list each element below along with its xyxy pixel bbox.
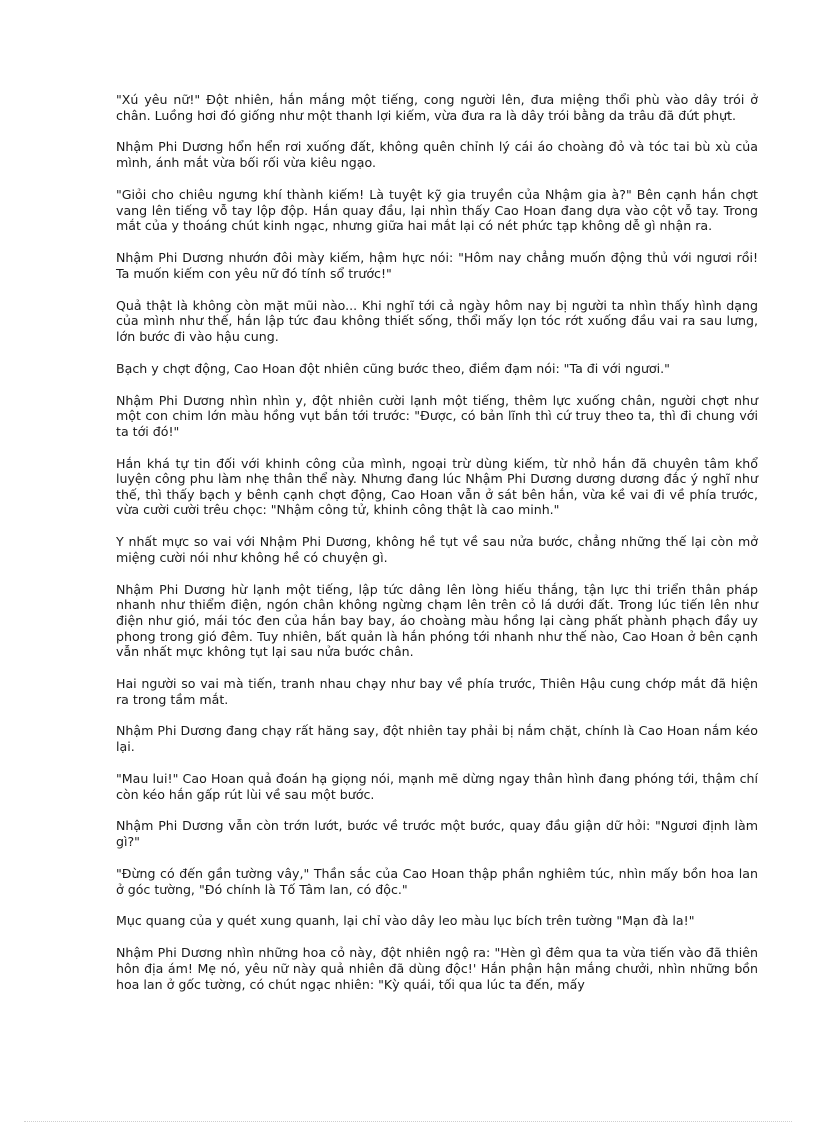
paragraph: Nhậm Phi Dương nhướn đôi mày kiếm, hậm hực nói: "Hôm nay chẳng muốn động thủ với ngươi rồi! Ta muốn kiếm con yêu nữ đó tính sổ trước!" (116, 250, 758, 281)
paragraph: "Xú yêu nữ!" Đột nhiên, hắn mắng một tiếng, cong người lên, đưa miệng thổi phù vào dây trói ở chân. Luồng hơi đó giống như một thanh lợi kiếm, vừa đưa ra là dây trói bằng da trâu đã đứt phựt. (116, 92, 758, 123)
paragraph: "Đừng có đến gần tường vây," Thần sắc của Cao Hoan thập phần nghiêm túc, nhìn mấy bồn hoa lan ở góc tường, "Đó chính là Tố Tâm lan, có độc." (116, 865, 758, 897)
paragraph: Nhậm Phi Dương nhìn những hoa cỏ này, đột nhiên ngộ ra: "Hèn gì đêm qua ta vừa tiến vào đã thiên hôn địa ám! Mẹ nó, yêu nữ này quả nhiên đã dùng độc!' Hắn phận hận mắng chưởi, nhìn những bồn hoa lan ở gốc tường, có chút ngạc nhiên: "Kỳ quái, tối qua lúc ta đến, mấy (116, 945, 758, 992)
paragraph: Nhậm Phi Dương nhìn nhìn y, đột nhiên cười lạnh một tiếng, thêm lực xuống chân, người chợt như một con chim lớn màu hồng vụt bắn tới trước: "Được, có bản lĩnh thì cứ truy theo ta, thì đi chung với ta tới đó!" (116, 392, 758, 439)
paragraph: Hai người so vai mà tiến, tranh nhau chạy như bay về phía trước, Thiên Hậu cung chớp mắt đã hiện ra trong tầm mắt. (116, 676, 758, 707)
paragraph: Y nhất mực so vai với Nhậm Phi Dương, không hề tụt về sau nửa bước, chẳng những thế lại còn mở miệng cười nói như không hề có chuyện gì. (116, 534, 758, 565)
paragraph: "Giỏi cho chiêu ngưng khí thành kiếm! Là tuyệt kỹ gia truyền của Nhậm gia à?" Bên cạnh hắn chợt vang lên tiếng vỗ tay lộp độp. Hắn quay đầu, lại nhìn thấy Cao Hoan đang dựa vào cột vỗ tay. Trong mắt của y thoáng chút kinh ngạc, nhưng giữa hai mắt lại có nét phức tạp không dễ gì nhận ra. (116, 186, 758, 234)
paragraph: "Mau lui!" Cao Hoan quả đoán hạ giọng nói, mạnh mẽ dừng ngay thân hình đang phóng tới, thậm chí còn kéo hắn gấp rút lùi về sau một bước. (116, 770, 758, 802)
paragraph: Nhậm Phi Dương đang chạy rất hăng say, đột nhiên tay phải bị nắm chặt, chính là Cao Hoan nắm kéo lại. (116, 723, 758, 755)
paragraph: Nhậm Phi Dương hổn hển rơi xuống đất, không quên chỉnh lý cái áo choàng đỏ và tóc tai bù xù của mình, ánh mắt vừa bối rối vừa kiêu ngạo. (116, 139, 758, 171)
paragraph: Nhậm Phi Dương vẫn còn trớn lướt, bước về trước một bước, quay đầu giận dữ hỏi: "Ngươi định làm gì?" (116, 818, 758, 850)
paragraph: Bạch y chợt động, Cao Hoan đột nhiên cũng bước theo, điềm đạm nói: "Ta đi với ngươi." (116, 360, 670, 376)
document-body (116, 92, 758, 1008)
paragraph: Mục quang của y quét xung quanh, lại chỉ vào dây leo màu lục bích trên tường "Mạn đà la!" (116, 913, 695, 929)
paragraph: Nhậm Phi Dương hừ lạnh một tiếng, lập tức dâng lên lòng hiếu thắng, tận lực thi triển thân pháp nhanh như thiểm điện, ngón chân không ngừng chạm lên trên cỏ lá dưới đất. Trong lúc tiến lên như điện như gió, mái tóc đen của hắn bay bay, áo choàng màu hồng lại càng phất phành phạch đầy uy phong trong gió đêm. Tuy nhiên, bất quản là hắn phóng tới nhanh như thế nào, Cao Hoan ở bên cạnh vẫn nhất mực không tụt lại sau nửa bước chân. (116, 581, 758, 660)
page-bottom-divider (24, 1121, 792, 1122)
paragraph: Quả thật là không còn mặt mũi nào... Khi nghĩ tới cả ngày hôm nay bị người ta nhìn thấy hình dạng của mình như thế, hắn lập tức đau không thiết sống, thổi mấy lọn tóc rớt xuống đầu vai ra sau lưng, lớn bước đi vào hậu cung. (116, 297, 758, 344)
paragraph: Hắn khá tự tin đối với khinh công của mình, ngoại trừ dùng kiếm, từ nhỏ hắn đã chuyên tâm khổ luyện công phu làm nhẹ thân thể này. Nhưng đang lúc Nhậm Phi Dương dương dương đắc ý nghĩ như thế, thì thấy bạch y bênh cạnh chợt động, Cao Hoan vẫn ở sát bên hắn, vừa kề vai đi về phía trước, vừa cười cười trêu chọc: "Nhậm công tử, khinh công thật là cao minh." (116, 455, 758, 518)
